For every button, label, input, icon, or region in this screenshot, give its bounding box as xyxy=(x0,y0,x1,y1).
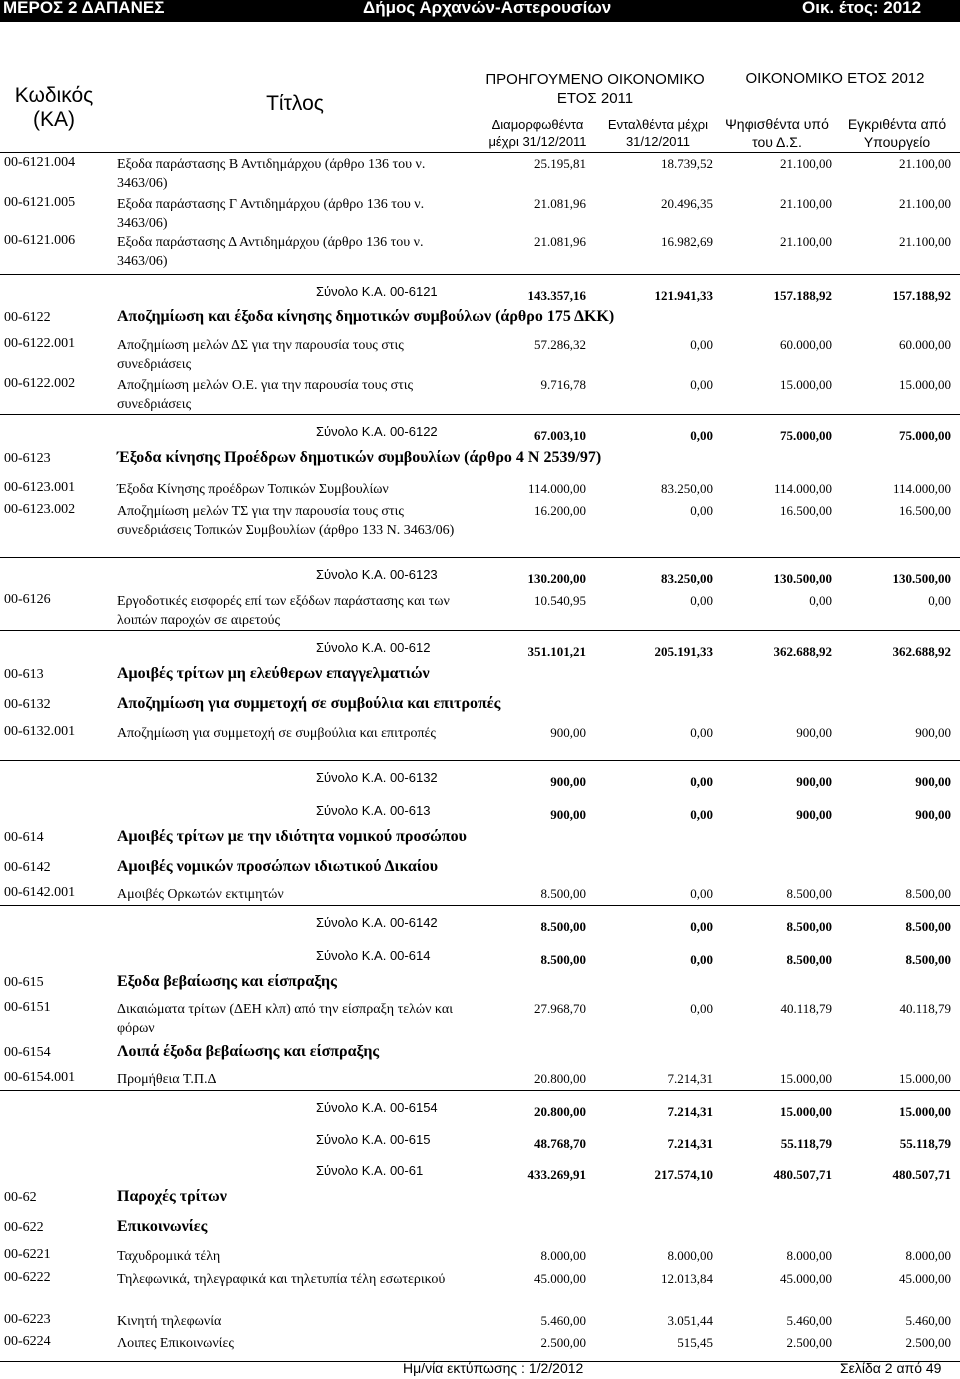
item-v4: 5.460,00 xyxy=(905,1313,951,1328)
item-title: Εξοδα παράστασης Β Αντιδημάρχου (άρθρο 136 του ν. 3463/06) xyxy=(117,157,426,191)
total-v2: 0,00 xyxy=(690,952,713,967)
item-v3: 21.100,00 xyxy=(780,196,832,211)
item-v4: 0,00 xyxy=(928,593,951,608)
total-v4: 480.507,71 xyxy=(892,1167,951,1182)
total-v3: 15.000,00 xyxy=(780,1104,832,1119)
item-v3: 8.500,00 xyxy=(786,886,832,901)
col-code-header: Κωδικός (ΚΑ) xyxy=(14,84,94,131)
item-v3: 16.500,00 xyxy=(780,503,832,518)
total-v2: 0,00 xyxy=(690,807,713,822)
item-v3: 45.000,00 xyxy=(780,1271,832,1286)
group-code: 00-6142 xyxy=(4,860,51,875)
total-v1: 20.800,00 xyxy=(534,1104,586,1119)
total-v3: 900,00 xyxy=(796,774,832,789)
total-v2: 83.250,00 xyxy=(661,571,713,586)
item-title: Τηλεφωνικά, τηλεγραφικά και τηλετυπία τέλη εσωτερικού xyxy=(117,1272,446,1287)
total-v4: 75.000,00 xyxy=(899,428,951,443)
item-code: 00-6121.006 xyxy=(4,233,76,248)
total-v1: 143.357,16 xyxy=(527,288,586,303)
item-v3: 15.000,00 xyxy=(780,377,832,392)
total-v3: 157.188,92 xyxy=(773,288,832,303)
item-v4: 21.100,00 xyxy=(899,234,951,249)
group-code: 00-6123 xyxy=(4,451,51,466)
item-code: 00-6122.002 xyxy=(4,376,76,391)
item-title: Αποζημίωση μελών ΔΣ για την παρουσία τους στις συνεδριάσεις xyxy=(117,338,404,372)
item-title: Εξοδα παράστασης Δ Αντιδημάρχου (άρθρο 136 του ν. 3463/06) xyxy=(117,235,424,269)
item-v2: 0,00 xyxy=(690,725,713,740)
item-v3: 8.000,00 xyxy=(786,1248,832,1263)
item-v3: 15.000,00 xyxy=(780,1071,832,1086)
item-v4: 60.000,00 xyxy=(899,337,951,352)
total-v1: 8.500,00 xyxy=(540,952,586,967)
group-code: 00-622 xyxy=(4,1220,44,1235)
item-v4: 8.000,00 xyxy=(905,1248,951,1263)
item-title: Δικαιώματα τρίτων (ΔΕΗ κλπ) από την είσπραξη τελών και φόρων xyxy=(117,1002,453,1036)
item-title: Εξοδα παράστασης Γ Αντιδημάρχου (άρθρο 136 του ν. 3463/06) xyxy=(117,197,425,231)
total-v3: 130.500,00 xyxy=(773,571,832,586)
fiscal-year: Οικ. έτος: 2012 xyxy=(802,0,922,17)
item-title: Αμοιβές Ορκωτών εκτιμητών xyxy=(117,887,284,902)
item-code: 00-6122.001 xyxy=(4,336,76,351)
group-code: 00-6122 xyxy=(4,310,51,325)
item-v1: 10.540,95 xyxy=(534,593,586,608)
item-code: 00-6142.001 xyxy=(4,885,76,900)
item-v2: 0,00 xyxy=(690,593,713,608)
total-label: Σύνολο Κ.Α. 00-612 xyxy=(316,640,431,655)
total-label: Σύνολο Κ.Α. 00-6132 xyxy=(316,770,438,785)
total-v4: 362.688,92 xyxy=(892,644,951,659)
group-title: Επικοινωνίες xyxy=(117,1218,208,1235)
item-v1: 21.081,96 xyxy=(534,196,586,211)
item-v1: 27.968,70 xyxy=(534,1001,586,1016)
item-v2: 0,00 xyxy=(690,886,713,901)
item-v3: 21.100,00 xyxy=(780,234,832,249)
item-title: Κινητή τηλεφωνία xyxy=(117,1314,222,1329)
item-title: Λοιπες Επικοινωνίες xyxy=(117,1336,234,1351)
total-v4: 8.500,00 xyxy=(905,919,951,934)
item-v3: 60.000,00 xyxy=(780,337,832,352)
item-v4: 16.500,00 xyxy=(899,503,951,518)
total-v3: 55.118,79 xyxy=(780,1136,832,1151)
item-v1: 114.000,00 xyxy=(527,481,586,496)
print-date: Ημ/νία εκτύπωσης : 1/2/2012 xyxy=(403,1360,584,1376)
col-cur-voted-header: Ψηφισθέντα υπό του Δ.Σ. xyxy=(725,116,829,150)
total-v4: 130.500,00 xyxy=(892,571,951,586)
item-title: Ταχυδρομικά τέλη xyxy=(117,1249,221,1264)
total-separator xyxy=(0,557,960,558)
item-v1: 16.200,00 xyxy=(534,503,586,518)
group-title: Λοιπά έξοδα βεβαίωσης και είσπραξης xyxy=(117,1043,380,1060)
total-v1: 130.200,00 xyxy=(527,571,586,586)
item-v2: 18.739,52 xyxy=(661,156,713,171)
total-v4: 157.188,92 xyxy=(892,288,951,303)
group-code: 00-615 xyxy=(4,975,44,990)
item-v3: 900,00 xyxy=(796,725,832,740)
total-v2: 0,00 xyxy=(690,919,713,934)
item-v4: 2.500,00 xyxy=(905,1335,951,1350)
group-title: Παροχές τρίτων xyxy=(117,1188,227,1205)
total-v1: 8.500,00 xyxy=(540,919,586,934)
item-v1: 900,00 xyxy=(550,725,586,740)
total-v3: 480.507,71 xyxy=(773,1167,832,1182)
item-title: Έξοδα Κίνησης προέδρων Τοπικών Συμβουλίων xyxy=(117,482,389,497)
item-code: 00-6222 xyxy=(4,1270,51,1285)
item-title: Εργοδοτικές εισφορές επί των εξόδων παράστασης και των λοιπών παροχών σε αιρετούς xyxy=(117,594,450,628)
group-code: 00-6132 xyxy=(4,697,51,712)
total-label: Σύνολο Κ.Α. 00-6142 xyxy=(316,915,438,930)
total-v1: 67.003,10 xyxy=(534,428,586,443)
total-v1: 351.101,21 xyxy=(527,644,586,659)
municipality-name: Δήμος Αρχανών-Αστερουσίων xyxy=(363,0,612,17)
total-v2: 0,00 xyxy=(690,428,713,443)
total-label: Σύνολο Κ.Α. 00-6122 xyxy=(316,424,438,439)
total-separator xyxy=(0,274,960,275)
total-label: Σύνολο Κ.Α. 00-613 xyxy=(316,803,431,818)
item-v2: 0,00 xyxy=(690,503,713,518)
group-code: 00-6154 xyxy=(4,1045,51,1060)
item-v1: 8.500,00 xyxy=(540,886,586,901)
item-v2: 16.982,69 xyxy=(661,234,713,249)
total-separator xyxy=(0,760,960,761)
total-v2: 7.214,31 xyxy=(667,1104,713,1119)
total-v4: 900,00 xyxy=(915,807,951,822)
total-v4: 15.000,00 xyxy=(899,1104,951,1119)
total-label: Σύνολο Κ.Α. 00-6121 xyxy=(316,284,438,299)
total-v3: 900,00 xyxy=(796,807,832,822)
item-v1: 2.500,00 xyxy=(540,1335,586,1350)
total-v4: 8.500,00 xyxy=(905,952,951,967)
item-code: 00-6121.005 xyxy=(4,195,76,210)
item-code: 00-6121.004 xyxy=(4,155,76,170)
total-v1: 900,00 xyxy=(550,807,586,822)
total-label: Σύνολο Κ.Α. 00-61 xyxy=(316,1163,424,1178)
item-v4: 900,00 xyxy=(915,725,951,740)
item-title: Προμήθεια Τ.Π.Δ xyxy=(117,1072,217,1087)
item-v2: 83.250,00 xyxy=(661,481,713,496)
item-code: 00-6221 xyxy=(4,1247,51,1262)
col-cur-year-header: ΟΙΚΟΝΟΜΙΚΟ ΕΤΟΣ 2012 xyxy=(745,70,925,87)
total-separator xyxy=(0,630,960,631)
item-v2: 0,00 xyxy=(690,1001,713,1016)
item-code: 00-6132.001 xyxy=(4,724,76,739)
item-v2: 12.013,84 xyxy=(661,1271,713,1286)
item-v2: 8.000,00 xyxy=(667,1248,713,1263)
item-v4: 8.500,00 xyxy=(905,886,951,901)
item-code: 00-6154.001 xyxy=(4,1070,76,1085)
item-v2: 20.496,35 xyxy=(661,196,713,211)
item-v4: 45.000,00 xyxy=(899,1271,951,1286)
group-title: Αποζημίωση και έξοδα κίνησης δημοτικών συμβούλων (άρθρο 175 ΔΚΚ) xyxy=(117,308,615,325)
group-title: Αμοιβές νομικών προσώπων ιδιωτικού Δικαίου xyxy=(117,858,439,875)
item-v3: 0,00 xyxy=(809,593,832,608)
item-code: 00-6123.001 xyxy=(4,480,76,495)
item-code: 00-6151 xyxy=(4,1000,51,1015)
item-v1: 45.000,00 xyxy=(534,1271,586,1286)
total-label: Σύνολο Κ.Α. 00-6154 xyxy=(316,1100,438,1115)
group-title: Αμοιβές τρίτων μη ελεύθερων επαγγελματιών xyxy=(117,665,430,682)
item-v3: 114.000,00 xyxy=(773,481,832,496)
item-v4: 21.100,00 xyxy=(899,196,951,211)
total-label: Σύνολο Κ.Α. 00-614 xyxy=(316,948,431,963)
page-number: Σελίδα 2 από 49 xyxy=(840,1360,942,1376)
total-label: Σύνολο Κ.Α. 00-615 xyxy=(316,1132,431,1147)
total-v2: 7.214,31 xyxy=(667,1136,713,1151)
item-v2: 3.051,44 xyxy=(667,1313,713,1328)
total-v2: 0,00 xyxy=(690,774,713,789)
item-title: Αποζημίωση μελών Ο.Ε. για την παρουσία τους στις συνεδριάσεις xyxy=(117,378,414,412)
item-v1: 20.800,00 xyxy=(534,1071,586,1086)
item-v3: 5.460,00 xyxy=(786,1313,832,1328)
total-v1: 900,00 xyxy=(550,774,586,789)
item-code: 00-6123.002 xyxy=(4,502,76,517)
total-v3: 75.000,00 xyxy=(780,428,832,443)
item-v1: 21.081,96 xyxy=(534,234,586,249)
item-v1: 57.286,32 xyxy=(534,337,586,352)
item-v1: 8.000,00 xyxy=(540,1248,586,1263)
item-code: 00-6223 xyxy=(4,1312,51,1327)
group-code: 00-62 xyxy=(4,1190,37,1205)
item-v2: 0,00 xyxy=(690,337,713,352)
col-prev-formed-header: Διαμορφωθέντα μέχρι 31/12/2011 xyxy=(488,117,587,149)
total-v1: 433.269,91 xyxy=(527,1167,586,1182)
item-v4: 15.000,00 xyxy=(899,377,951,392)
item-title: Αποζημίωση μελών ΤΣ για την παρουσία τους στις συνεδριάσεις Τοπικών Συμβουλίων (άρθρο 133 Ν. 3463/06) xyxy=(117,504,455,538)
item-v1: 9.716,78 xyxy=(540,377,586,392)
total-v3: 362.688,92 xyxy=(773,644,832,659)
header-rule xyxy=(0,152,960,153)
group-title: Εξοδα βεβαίωσης και είσπραξης xyxy=(117,973,337,990)
item-v3: 21.100,00 xyxy=(780,156,832,171)
item-v1: 25.195,81 xyxy=(534,156,586,171)
group-title: Αμοιβές τρίτων με την ιδιότητα νομικού προσώπου xyxy=(117,828,467,845)
total-v4: 55.118,79 xyxy=(899,1136,951,1151)
group-title: Αποζημίωση για συμμετοχή σε συμβούλια και επιτροπές xyxy=(117,695,501,712)
page-header-bar xyxy=(0,0,960,22)
col-prev-ordered-header: Ενταλθέντα μέχρι 31/12/2011 xyxy=(607,117,709,149)
total-v3: 8.500,00 xyxy=(786,919,832,934)
item-v3: 40.118,79 xyxy=(780,1001,832,1016)
col-title-header: Τίτλος xyxy=(266,92,324,115)
item-v2: 7.214,31 xyxy=(667,1071,713,1086)
col-cur-approved-header: Εγκριθέντα από Υπουργείο xyxy=(847,116,947,150)
total-v4: 900,00 xyxy=(915,774,951,789)
group-code: 00-614 xyxy=(4,830,44,845)
col-prev-year-header: ΠΡΟΗΓΟΥΜΕΝΟ ΟΙΚΟΝΟΜΙΚΟ ΕΤΟΣ 2011 xyxy=(485,71,705,107)
item-code: 00-6224 xyxy=(4,1334,51,1349)
total-separator xyxy=(0,1090,960,1091)
item-v4: 40.118,79 xyxy=(899,1001,951,1016)
item-v4: 21.100,00 xyxy=(899,156,951,171)
total-separator xyxy=(0,414,960,415)
item-v2: 0,00 xyxy=(690,377,713,392)
total-label: Σύνολο Κ.Α. 00-6123 xyxy=(316,567,438,582)
item-title: Αποζημίωση για συμμετοχή σε συμβούλια και επιτροπές xyxy=(117,726,436,741)
item-code: 00-6126 xyxy=(4,592,51,607)
total-v1: 48.768,70 xyxy=(534,1136,586,1151)
item-v1: 5.460,00 xyxy=(540,1313,586,1328)
group-code: 00-613 xyxy=(4,667,44,682)
item-v4: 15.000,00 xyxy=(899,1071,951,1086)
group-title: Έξοδα κίνησης Προέδρων δημοτικών συμβουλίων (άρθρο 4 Ν 2539/97) xyxy=(117,449,602,466)
section-title: ΜΕΡΟΣ 2 ΔΑΠΑΝΕΣ xyxy=(3,0,165,17)
total-v3: 8.500,00 xyxy=(786,952,832,967)
total-v2: 121.941,33 xyxy=(654,288,713,303)
total-v2: 205.191,33 xyxy=(654,644,713,659)
item-v3: 2.500,00 xyxy=(786,1335,832,1350)
item-v2: 515,45 xyxy=(677,1335,713,1350)
total-v2: 217.574,10 xyxy=(654,1167,713,1182)
total-separator xyxy=(0,905,960,906)
item-v4: 114.000,00 xyxy=(892,481,951,496)
